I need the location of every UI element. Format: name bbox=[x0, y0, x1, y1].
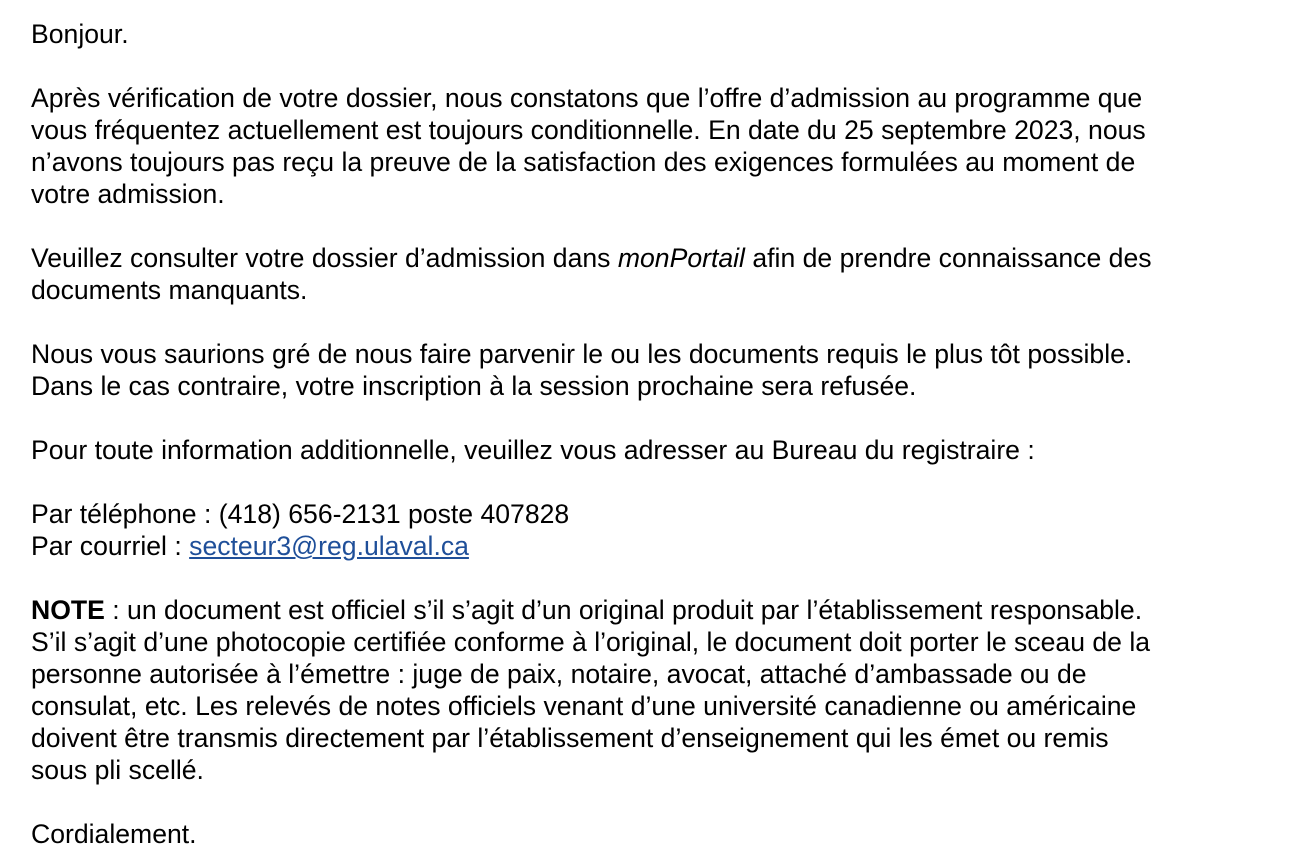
email-prefix: Par courriel : bbox=[31, 531, 190, 561]
greeting: Bonjour. bbox=[31, 19, 129, 49]
email-line bbox=[31, 530, 1291, 562]
phone-line: Par téléphone : (418) 656-2131 poste 407828 bbox=[31, 499, 570, 529]
paragraph-request-documents: Nous vous saurions gré de nous faire parvenir le ou les documents requis le plus tôt possible. Dans le cas contraire, votre inscription à la session prochaine sera refusée. bbox=[31, 339, 1133, 401]
paragraph-portal-instructions bbox=[31, 242, 1291, 306]
note-label: NOTE bbox=[31, 595, 105, 625]
email-body bbox=[31, 18, 1291, 850]
paragraph-admission-status: Après vérification de votre dossier, nous constatons que l’offre d’admission au programme que vous fréquentez actuellement est toujours conditionnelle. En date du 25 septembre 2023, nous n’avons toujours pas reçu la preuve de la satisfaction des exigences formulées au moment de votre admission. bbox=[31, 83, 1146, 209]
contact-block bbox=[31, 498, 1291, 562]
portal-text-before: Veuillez consulter votre dossier d’admission dans bbox=[31, 243, 618, 273]
closing: Cordialement. bbox=[31, 819, 197, 849]
paragraph-contact-intro: Pour toute information additionnelle, veuillez vous adresser au Bureau du registraire : bbox=[31, 435, 1035, 465]
portal-name: monPortail bbox=[617, 243, 745, 273]
portal-text-after: afin de prendre connaissance des documents manquants. bbox=[31, 243, 1152, 305]
registrar-email-link[interactable]: secteur3@reg.ulaval.ca bbox=[189, 531, 469, 561]
note-text: : un document est officiel s’il s’agit d’un original produit par l’établissement responsable. S’il s’agit d’une photocopie certifiée conforme à l’original, le document doit porter le sceau de la personne autorisée à l’émettre : juge de paix, notaire, avocat, attaché d’ambassade ou de consulat, etc. Les relevés de notes officiels venant d’une université canadienne ou américaine doivent être transmis directement par l’établissement d’enseignement qui les émet ou remis sous pli scellé. bbox=[31, 595, 1151, 785]
paragraph-note bbox=[31, 594, 1291, 786]
